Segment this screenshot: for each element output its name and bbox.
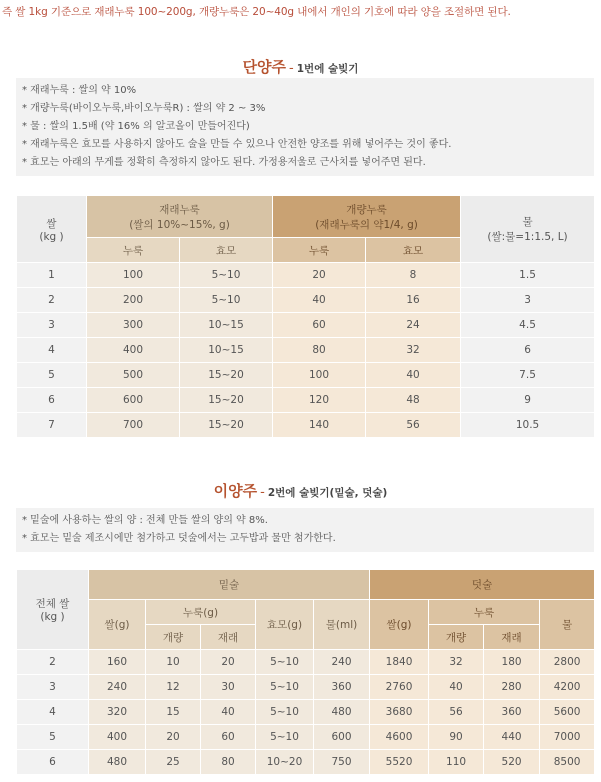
table-row [17, 413, 595, 438]
table-row [17, 750, 595, 775]
section1-notes [16, 78, 594, 176]
table-row [17, 700, 595, 725]
table-cell: 4600 [370, 725, 429, 750]
section1-table-body [17, 263, 595, 438]
table-cell: 60 [201, 725, 256, 750]
table-cell: 320 [89, 700, 146, 725]
table-row [17, 388, 595, 413]
note-line: * 재래누룩 : 쌀의 약 10% [22, 85, 137, 96]
traditional-nuruk-header: 재래누룩 (쌀의 10%~15%, g) [87, 196, 273, 238]
table-cell: 180 [484, 650, 540, 675]
note-line: * 효모는 아래의 무게를 정확히 측정하지 않아도 된다. 가정용저울로 근사치를 넣어주면 된다. [22, 157, 426, 168]
table-cell: 200 [87, 288, 180, 313]
table-cell: 500 [87, 363, 180, 388]
table-cell: 6 [461, 338, 595, 363]
section1-subtitle: 1번에 술빚기 [296, 63, 359, 75]
total-rice-header: 전체 쌀 (kg ) [17, 570, 89, 650]
table-cell: 2 [17, 288, 87, 313]
table-cell: 700 [87, 413, 180, 438]
intro-text: 즉 쌀 1kg 기준으로 재래누룩 100~200g, 개량누룩은 20~40g 내에서 개인의 기호에 따라 양을 조절하면 된다. [2, 6, 511, 18]
add-brew-header: 덧술 [370, 570, 595, 600]
table-cell: 2800 [540, 650, 595, 675]
sub-header-yeast: 효모 [180, 238, 273, 263]
table-cell: 8 [366, 263, 461, 288]
base-nuruk-header: 누룩(g) [146, 600, 256, 625]
table-cell: 1 [17, 263, 87, 288]
table-cell: 360 [314, 675, 370, 700]
table-cell: 32 [429, 650, 484, 675]
table-cell: 24 [366, 313, 461, 338]
table-cell: 4.5 [461, 313, 595, 338]
section2-table [16, 569, 595, 775]
table-cell: 56 [366, 413, 461, 438]
table-cell: 750 [314, 750, 370, 775]
section1-title [0, 56, 601, 77]
table-cell: 20 [201, 650, 256, 675]
table-cell: 280 [484, 675, 540, 700]
table-cell: 32 [366, 338, 461, 363]
table-cell: 5~10 [256, 650, 314, 675]
table-cell: 5 [17, 725, 89, 750]
base-rice-header: 쌀(g) [89, 600, 146, 650]
add-water-header: 물 [540, 600, 595, 650]
section2-title [0, 480, 601, 501]
table-cell: 360 [484, 700, 540, 725]
water-header: 물 (쌀:물=1:1.5, L) [461, 196, 595, 263]
base-water-header: 물(ml) [314, 600, 370, 650]
table-cell: 5~10 [256, 700, 314, 725]
table-cell: 60 [273, 313, 366, 338]
table-cell: 160 [89, 650, 146, 675]
table-cell: 16 [366, 288, 461, 313]
table-cell: 40 [366, 363, 461, 388]
table-cell: 300 [87, 313, 180, 338]
table-cell: 8500 [540, 750, 595, 775]
table-cell: 20 [273, 263, 366, 288]
table-cell: 440 [484, 725, 540, 750]
section1-dash: - [289, 61, 294, 76]
table-cell: 56 [429, 700, 484, 725]
table-cell: 15~20 [180, 413, 273, 438]
table-cell: 600 [87, 388, 180, 413]
table-cell: 5~10 [256, 725, 314, 750]
table-cell: 6 [17, 750, 89, 775]
table-cell: 3 [461, 288, 595, 313]
table-cell: 15 [146, 700, 201, 725]
section2-dash: - [260, 485, 265, 500]
table-cell: 5~10 [180, 263, 273, 288]
add-traditional-header: 재래 [484, 625, 540, 650]
table-cell: 40 [429, 675, 484, 700]
note-line: * 재래누룩은 효모를 사용하지 않아도 술을 만들 수 있으나 안전한 양조를 위해 넣어주는 것이 좋다. [22, 139, 452, 150]
table-cell: 480 [314, 700, 370, 725]
table-cell: 4 [17, 338, 87, 363]
table-cell: 40 [201, 700, 256, 725]
table-cell: 7.5 [461, 363, 595, 388]
table-cell: 9 [461, 388, 595, 413]
table-row [17, 313, 595, 338]
table-cell: 2760 [370, 675, 429, 700]
table-cell: 3 [17, 675, 89, 700]
sub-header-yeast: 효모 [366, 238, 461, 263]
improved-nuruk-header: 개량누룩 (재래누룩의 약1/4, g) [273, 196, 461, 238]
table-cell: 140 [273, 413, 366, 438]
table-cell: 5~10 [180, 288, 273, 313]
add-rice-header: 쌀(g) [370, 600, 429, 650]
table-cell: 12 [146, 675, 201, 700]
section2-notes [16, 508, 594, 552]
base-brew-header: 밑술 [89, 570, 370, 600]
add-improved-header: 개량 [429, 625, 484, 650]
table-cell: 2 [17, 650, 89, 675]
table-cell: 6 [17, 388, 87, 413]
table-cell: 15~20 [180, 388, 273, 413]
table-cell: 25 [146, 750, 201, 775]
table-row [17, 675, 595, 700]
sub-header-nuruk: 누룩 [273, 238, 366, 263]
table-cell: 90 [429, 725, 484, 750]
table-cell: 1.5 [461, 263, 595, 288]
table-row [17, 263, 595, 288]
note-line: * 효모는 밑술 제조시에만 첨가하고 덧술에서는 고두밥과 물만 첨가한다. [22, 533, 336, 544]
table-cell: 4 [17, 700, 89, 725]
base-traditional-header: 재래 [201, 625, 256, 650]
section1-main-title: 단양주 [242, 58, 287, 76]
add-nuruk-header: 누룩 [429, 600, 540, 625]
table-cell: 100 [273, 363, 366, 388]
table-cell: 3680 [370, 700, 429, 725]
table-cell: 80 [273, 338, 366, 363]
note-line: * 개량누룩(바이오누룩,바이오누룩R) : 쌀의 약 2 ~ 3% [22, 103, 266, 114]
rice-kg-header: 쌀 (kg ) [17, 196, 87, 263]
table-cell: 600 [314, 725, 370, 750]
table-cell: 10.5 [461, 413, 595, 438]
table-cell: 4200 [540, 675, 595, 700]
note-line: * 밑술에 사용하는 쌀의 양 : 전체 만들 쌀의 양의 약 8%. [22, 515, 268, 526]
table-cell: 15~20 [180, 363, 273, 388]
table-row [17, 338, 595, 363]
table-row [17, 363, 595, 388]
table-cell: 520 [484, 750, 540, 775]
table-cell: 110 [429, 750, 484, 775]
table-cell: 120 [273, 388, 366, 413]
table-cell: 10~15 [180, 313, 273, 338]
table-row [17, 288, 595, 313]
section1-table [16, 195, 595, 438]
table-cell: 48 [366, 388, 461, 413]
table-cell: 40 [273, 288, 366, 313]
table-cell: 1840 [370, 650, 429, 675]
table-cell: 7000 [540, 725, 595, 750]
base-yeast-header: 효모(g) [256, 600, 314, 650]
table-cell: 7 [17, 413, 87, 438]
table-cell: 400 [89, 725, 146, 750]
sub-header-nuruk: 누룩 [87, 238, 180, 263]
table-cell: 5600 [540, 700, 595, 725]
table-row [17, 725, 595, 750]
table-cell: 240 [314, 650, 370, 675]
base-improved-header: 개량 [146, 625, 201, 650]
table-cell: 20 [146, 725, 201, 750]
section2-table-body [17, 650, 595, 775]
table-cell: 10~15 [180, 338, 273, 363]
section2-main-title: 이양주 [213, 482, 258, 500]
table-cell: 10~20 [256, 750, 314, 775]
section2-subtitle: 2번에 술빚기(밑술, 덧술) [267, 487, 388, 499]
note-line: * 물 : 쌀의 1.5배 (약 16% 의 알코올이 만들어진다) [22, 121, 250, 132]
table-cell: 10 [146, 650, 201, 675]
table-row [17, 650, 595, 675]
table-cell: 240 [89, 675, 146, 700]
table-cell: 30 [201, 675, 256, 700]
table-cell: 5520 [370, 750, 429, 775]
table-cell: 80 [201, 750, 256, 775]
table-cell: 3 [17, 313, 87, 338]
table-cell: 400 [87, 338, 180, 363]
table-cell: 5~10 [256, 675, 314, 700]
table-cell: 100 [87, 263, 180, 288]
table-cell: 480 [89, 750, 146, 775]
table-cell: 5 [17, 363, 87, 388]
